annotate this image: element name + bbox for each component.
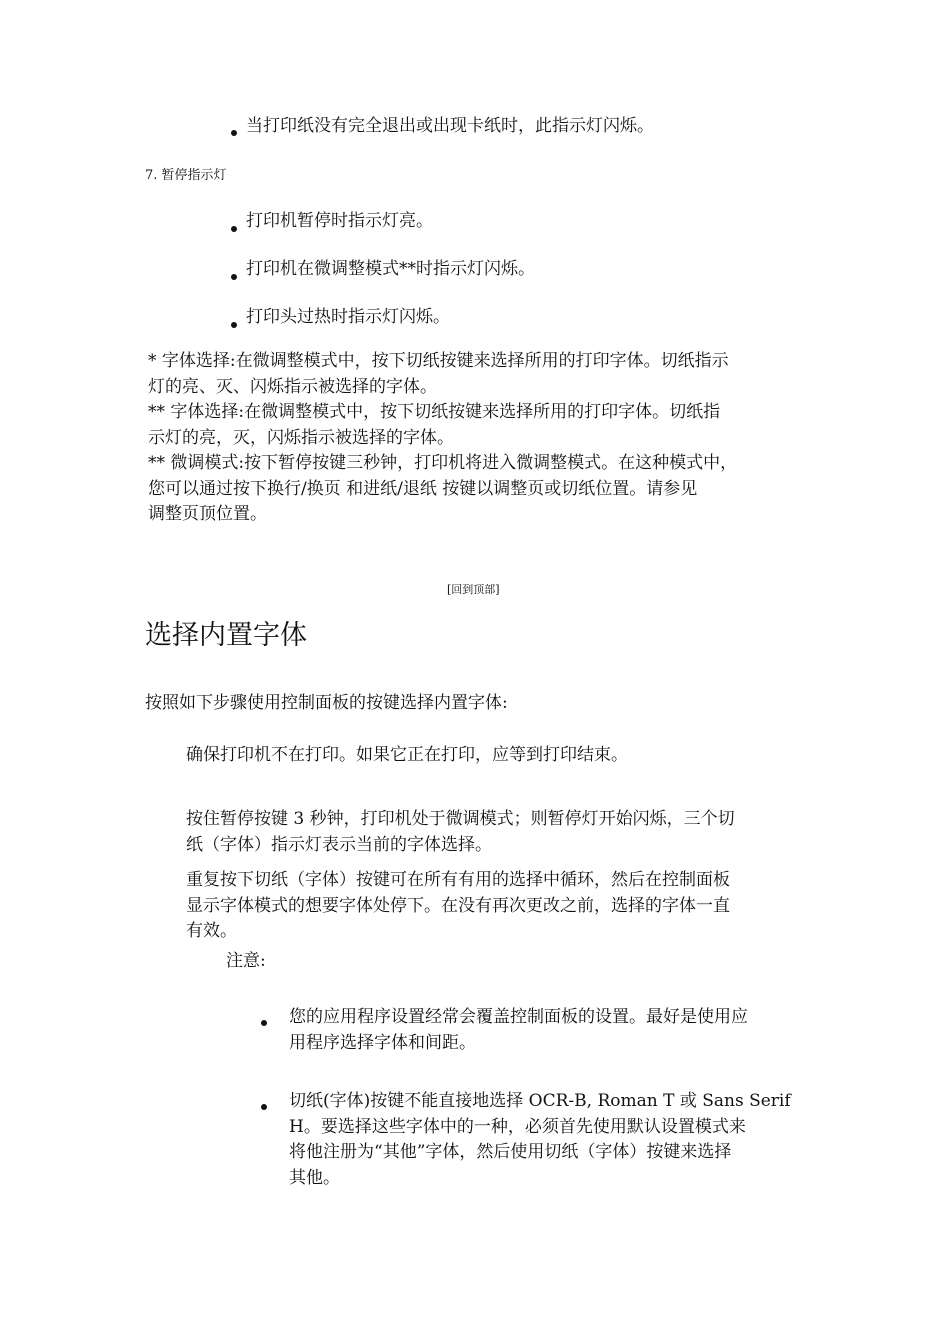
footnote-line: 示灯的亮，灭，闪烁指示被选择的字体。	[148, 427, 454, 448]
note-item-line: 用程序选择字体和间距。	[289, 1032, 476, 1053]
footnote-line: 调整页顶位置。	[148, 504, 267, 524]
bullet-icon	[231, 130, 237, 136]
pause-bullet-2: 打印机在微调整模式**时指示灯闪烁。	[246, 259, 535, 279]
section-7-heading: 7. 暂停指示灯	[145, 168, 227, 183]
note-item-line: 您的应用程序设置经常会覆盖控制面板的设置。最好是使用应	[289, 1007, 748, 1027]
bullet-icon	[231, 226, 237, 232]
pause-bullet-3: 打印头过热时指示灯闪烁。	[246, 307, 450, 327]
step-1: 确保打印机不在打印。如果它正在打印，应等到打印结束。	[186, 745, 628, 765]
footnote-line: * 字体选择:在微调整模式中，按下切纸按键来选择所用的打印字体。切纸指示	[148, 351, 729, 371]
step-3	[186, 868, 826, 945]
step-3-line: 重复按下切纸（字体）按键可在所有有用的选择中循环，然后在控制面板	[186, 870, 730, 890]
bullet-icon	[261, 1104, 267, 1110]
footnote-line: 您可以通过按下换行/换页 和进纸/退纸 按键以调整页或切纸位置。请参见	[148, 478, 698, 499]
step-2-line: 纸（字体）指示灯表示当前的字体选择。	[186, 835, 492, 855]
pause-bullet-1: 打印机暂停时指示灯亮。	[246, 211, 433, 231]
bullet-icon	[231, 274, 237, 280]
note-item-2	[289, 1089, 819, 1191]
page-title: 选择内置字体	[145, 620, 307, 651]
note-label: 注意:	[226, 951, 266, 971]
note-item-line: 其他。	[289, 1167, 340, 1188]
footnote-line: ** 微调模式:按下暂停按键三秒钟，打印机将进入微调整模式。在这种模式中，	[148, 453, 738, 473]
step-3-line: 有效。	[186, 921, 237, 941]
note-item-line: 切纸(字体)按键不能直接地选择 OCR-B, Roman T 或 Sans Serif	[289, 1091, 791, 1111]
bullet-icon	[261, 1020, 267, 1026]
note-item-line: 将他注册为“其他”字体，然后使用切纸（字体）按键来选择	[289, 1142, 732, 1162]
step-2-line: 按住暂停按键 3 秒钟，打印机处于微调模式；则暂停灯开始闪烁，三个切	[186, 809, 735, 829]
bullet-icon	[231, 322, 237, 328]
step-2	[186, 806, 826, 858]
footnotes-block	[148, 349, 818, 528]
paper-jam-indicator-text: 当打印纸没有完全退出或出现卡纸时，此指示灯闪烁。	[246, 116, 654, 136]
note-item-1	[289, 1005, 819, 1056]
step-3-line: 显示字体模式的想要字体处停下。在没有再次更改之前，选择的字体一直	[186, 895, 730, 916]
back-to-top-link[interactable]: [回到顶部]	[447, 583, 500, 596]
footnote-line: ** 字体选择:在微调整模式中，按下切纸按键来选择所用的打印字体。切纸指	[148, 402, 721, 422]
footnote-line: 灯的亮、灭、闪烁指示被选择的字体。	[148, 376, 437, 397]
note-item-line: H。要选择这些字体中的一种，必须首先使用默认设置模式来	[289, 1116, 746, 1137]
intro-text: 按照如下步骤使用控制面板的按键选择内置字体:	[145, 693, 508, 713]
